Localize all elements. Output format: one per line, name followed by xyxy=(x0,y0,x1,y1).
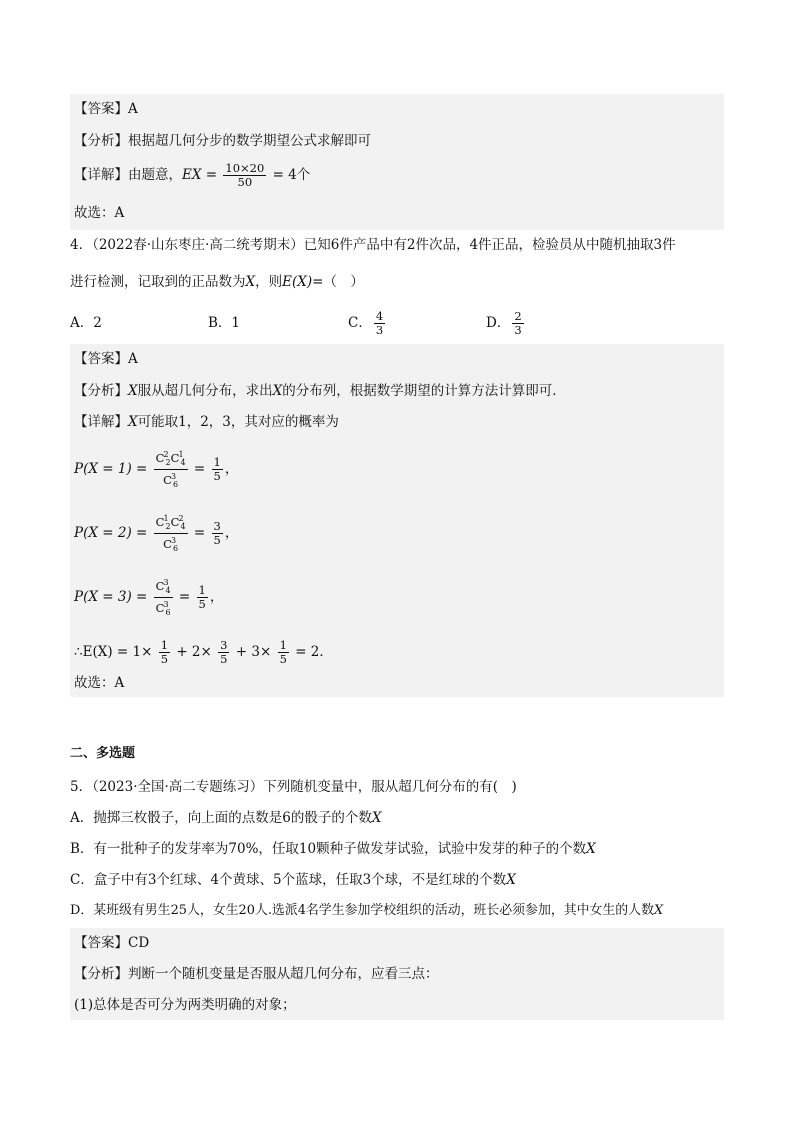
q4-p3-lhs: P(X = 3) = xyxy=(74,589,148,606)
q4-p2-lhs: P(X = 2) = xyxy=(74,525,148,542)
q4-line2-text: 进行检测，记取到的正品数为 xyxy=(70,274,246,290)
q4-expectation-calc: ∴E(X) = 1× $\frac{1}{5}$ + 2× $\frac{3}{5}$ + 3× $\frac{1}{5}$ = 2． xyxy=(74,638,333,666)
q3-detail xyxy=(74,162,310,189)
q5-question xyxy=(70,778,724,928)
q4-detail-tag: 【详解】 xyxy=(74,414,128,430)
q5-option-d: D．某班级有男生25人，女生20人.选派4名学生参加学校组织的活动，班长必须参加，其中女生的人数X xyxy=(70,903,664,918)
q4-option-c-num: 4 xyxy=(375,309,384,323)
q4-expectation: E(X) xyxy=(282,274,313,290)
q4-analysis-tag: 【分析】 xyxy=(74,383,128,399)
q4-p1-result-frac: $\frac{1}{5}$ xyxy=(213,455,221,484)
q4-exp-part-c: + 3× xyxy=(235,644,272,660)
q3-solution-block xyxy=(70,94,724,230)
q5-answer: 【答案】CD xyxy=(74,935,150,951)
section-2-title: 二、多选题 xyxy=(70,746,136,761)
q5-option-a: A．抛掷三枚骰子，向上面的点数是6的骰子的个数X xyxy=(70,810,382,826)
q5-option-c: C．盒子中有3个红球、4个黄球、5个蓝球，任取3个球，不是红球的个数X xyxy=(70,872,516,888)
q4-option-a: A．2 xyxy=(70,315,102,331)
q5-analysis: 【分析】判断一个随机变量是否服从超几何分布，应看三点： xyxy=(74,966,439,982)
q4-p3-combination-frac: $\frac{C^3_4}{C^3_6}$ xyxy=(155,578,171,618)
q3-conclusion: 故选：A xyxy=(74,205,125,221)
q4-option-b: B．1 xyxy=(208,315,241,331)
q4-p3: P(X = 3) = $\frac{C^3_4}{C^3_6}$ = $\frac{1}{5}$ ， xyxy=(74,578,224,618)
q4-p2: P(X = 2) = $\frac{C^1_2C^2_4}{C^3_6}$ = $\frac{3}{5}$ ， xyxy=(74,514,239,554)
q4-option-d-num: 2 xyxy=(514,309,522,323)
q4-conclusion: 故选：A xyxy=(74,675,125,691)
q4-analysis-x2: X xyxy=(272,383,283,399)
q5-solution-block xyxy=(70,928,724,1020)
q4-p1-combination-frac: $\frac{C^2_2C^1_4}{C^3_6}$ xyxy=(155,450,186,490)
q4-option-c xyxy=(348,310,387,337)
q4-option-d-den: 3 xyxy=(514,323,522,337)
q4-option-c-den: 3 xyxy=(375,323,384,337)
q4-exp-part-d: = 2． xyxy=(295,644,333,660)
q4-var-x: X xyxy=(245,274,256,290)
q3-result: = 4个 xyxy=(272,167,311,183)
q4-detail xyxy=(74,413,339,431)
q4-detail-text: 可能取1，2，3，其对应的概率为 xyxy=(137,414,339,430)
q4-option-d xyxy=(486,310,526,337)
q4-line1: 4．（2022春·山东枣庄·高二统考期末）已知6件产品中有2件次品，4件正品，检验员从中随机抽取3件 xyxy=(70,237,676,253)
q4-p2-result-frac: $\frac{3}{5}$ xyxy=(213,519,221,548)
q3-answer: 【答案】A xyxy=(74,101,138,117)
q4-option-c-frac xyxy=(374,310,385,337)
q3-eq: = xyxy=(205,167,218,183)
q5-point-1: (1)总体是否可分为两类明确的对象； xyxy=(74,997,296,1013)
section-2 xyxy=(70,745,724,767)
q4-question xyxy=(70,236,724,344)
q4-exp-part-b: + 2× xyxy=(176,644,212,660)
q3-frac-num: 10×20 xyxy=(225,161,265,175)
q4-option-c-label: C． xyxy=(348,315,372,331)
q3-frac-den: 50 xyxy=(237,175,253,189)
q4-solution-block xyxy=(70,344,724,697)
q4-p2-combination-frac: $\frac{C^1_2C^2_4}{C^3_6}$ xyxy=(155,514,186,554)
q4-analysis-x1: X xyxy=(128,383,138,399)
q4-answer: 【答案】A xyxy=(74,351,138,367)
q4-option-d-label: D． xyxy=(486,315,511,331)
q4-analysis-text1: 服从超几何分布，求出 xyxy=(137,383,273,399)
q4-analysis-text2: 的分布列，根据数学期望的计算方法计算即可． xyxy=(282,383,566,399)
q4-detail-x: X xyxy=(128,414,138,430)
q4-p1-lhs: P(X = 1) = xyxy=(74,461,148,478)
q3-ex: EX xyxy=(182,167,202,183)
q5-line1: 5．（2023·全国·高二专题练习）下列随机变量中，服从超几何分布的有( ) xyxy=(70,779,517,795)
q5-option-b: B．有一批种子的发芽率为70%，任取10颗种子做发芽试验，试验中发芽的种子的个数X xyxy=(70,841,596,857)
q4-blank: =（ ） xyxy=(312,274,364,290)
q4-line2-then: ，则 xyxy=(255,274,283,290)
q4-analysis xyxy=(74,382,566,400)
q3-detail-prefix: 【详解】由题意， xyxy=(74,167,182,183)
q4-exp-part-a: ∴E(X) = 1× xyxy=(74,644,153,660)
q4-line2 xyxy=(70,273,364,291)
q4-option-d-frac xyxy=(512,310,523,337)
q3-fraction xyxy=(223,162,266,189)
q4-p3-result-frac: $\frac{1}{5}$ xyxy=(198,583,206,612)
q4-p1: P(X = 1) = $\frac{C^2_2C^1_4}{C^3_6}$ = $\frac{1}{5}$ ， xyxy=(74,450,239,490)
q3-analysis: 【分析】根据超几何分步的数学期望公式求解即可 xyxy=(74,133,371,149)
